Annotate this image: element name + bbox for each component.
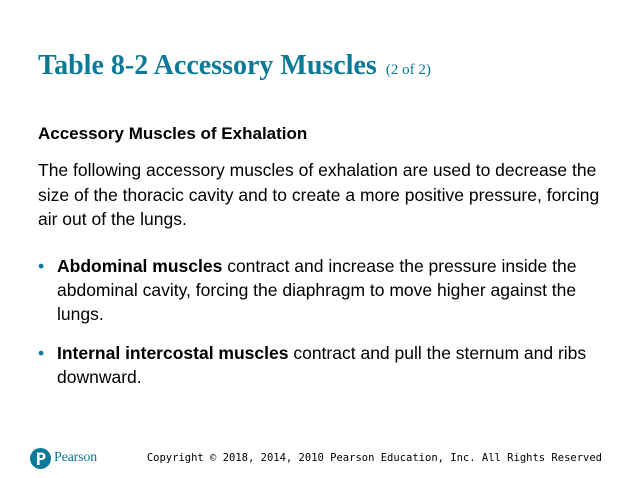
bullet-text: contract and pull the sternum and ribs downward.	[57, 343, 587, 387]
bullet-term: Abdominal muscles	[57, 256, 223, 276]
pearson-logo	[30, 446, 97, 470]
bullet-item-abdominal	[38, 254, 603, 326]
slide-title-part: (2 of 2)	[385, 62, 431, 78]
section-heading: Accessory Muscles of Exhalation	[38, 124, 308, 143]
slide-title	[38, 50, 431, 82]
bullet-dot-icon: •	[38, 343, 45, 363]
bullet-list	[38, 254, 603, 389]
intro-paragraph: The following accessory muscles of exhalation are used to decrease the size of the thoracic cavity and to create a more positive pressure, forcing air out of the lungs.	[38, 160, 600, 229]
pearson-logo-text: Pearson	[54, 450, 97, 465]
bullet-text: contract and increase the pressure inside the abdominal cavity, forcing the diaphragm to move higher against the lungs.	[57, 256, 577, 324]
pearson-p-glyph	[34, 451, 47, 466]
copyright-notice: Copyright © 2018, 2014, 2010 Pearson Education, Inc. All Rights Reserved	[146, 452, 602, 464]
pearson-logo-icon	[30, 448, 51, 469]
bullet-dot-icon: •	[38, 256, 45, 276]
slide-title-main: Table 8-2 Accessory Muscles	[38, 50, 377, 81]
bullet-item-intercostal	[38, 341, 603, 389]
bullet-term: Internal intercostal muscles	[57, 343, 289, 363]
